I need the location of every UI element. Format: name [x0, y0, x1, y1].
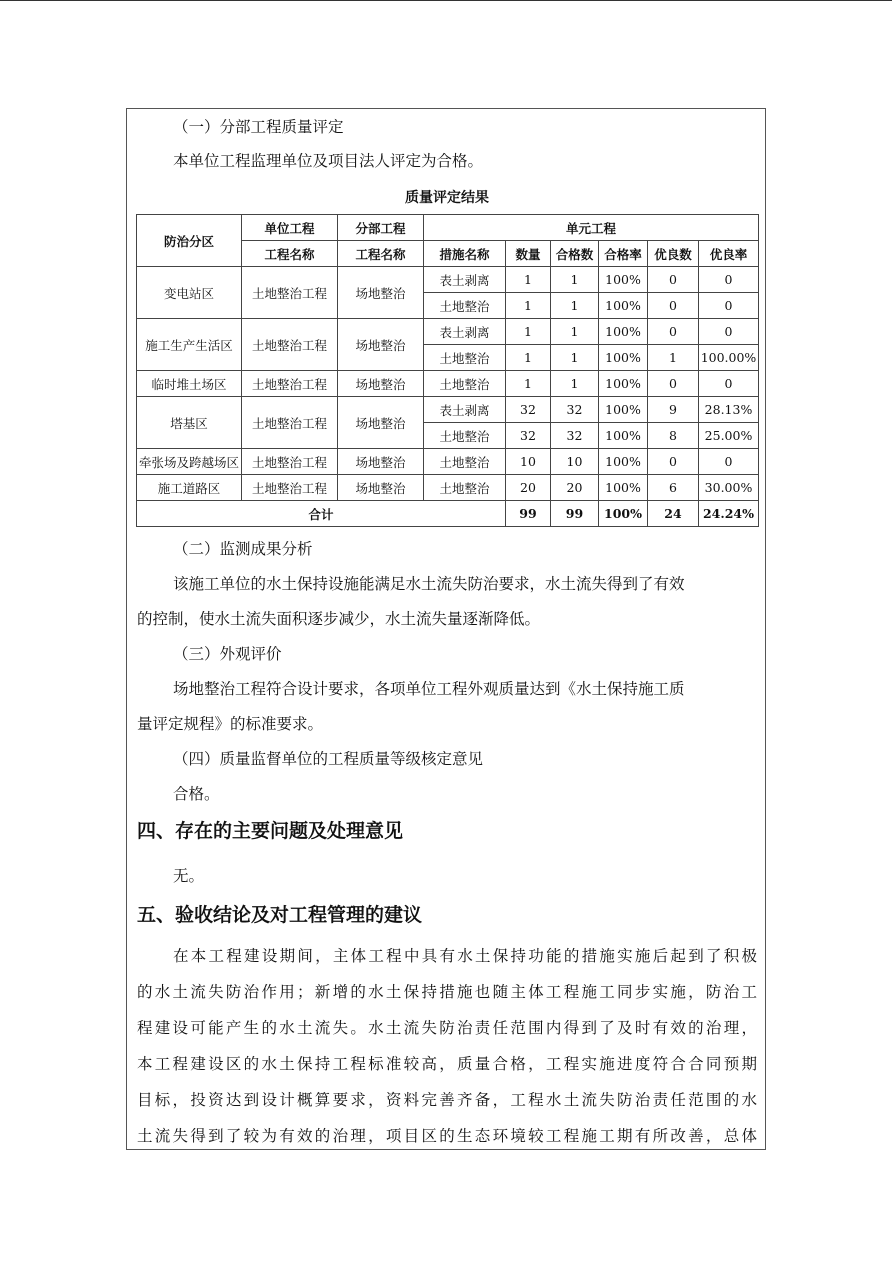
passed-cell: 1 — [551, 319, 599, 345]
excellent-rate-cell: 100.00% — [699, 345, 759, 371]
header-row-1 — [137, 215, 759, 241]
total-excellent-rate-cell: 24.24% — [699, 501, 759, 527]
zone-cell: 牵张场及跨越场区 — [137, 449, 242, 475]
total-excellent-cell: 24 — [648, 501, 699, 527]
excellent-cell: 0 — [648, 371, 699, 397]
passed-cell: 10 — [551, 449, 599, 475]
measure-name-cell: 土地整治 — [424, 423, 506, 449]
header-element: 单元工程 — [424, 215, 759, 241]
table-row — [137, 267, 759, 293]
pass-rate-cell: 100% — [599, 475, 648, 501]
unit-project-cell: 土地整治工程 — [242, 475, 338, 501]
unit-project-cell: 土地整治工程 — [242, 267, 338, 319]
excellent-cell: 0 — [648, 293, 699, 319]
top-rule — [0, 0, 892, 1]
division-cell: 场地整治 — [338, 267, 424, 319]
total-row — [137, 501, 759, 527]
table-row — [137, 397, 759, 423]
header-zone: 防治分区 — [137, 215, 242, 267]
pass-rate-cell: 100% — [599, 319, 648, 345]
passed-cell: 1 — [551, 293, 599, 319]
section-2-line-2: 的控制，使水土流失面积逐步减少，水土流失量逐渐降低。 — [137, 610, 541, 628]
pass-rate-cell: 100% — [599, 449, 648, 475]
measure-name-cell: 表土剥离 — [424, 319, 506, 345]
header-excellent: 优良数 — [648, 241, 699, 267]
zone-cell: 临时堆土场区 — [137, 371, 242, 397]
header-count: 数量 — [506, 241, 551, 267]
measure-name-cell: 土地整治 — [424, 345, 506, 371]
header-excellent-rate: 优良率 — [699, 241, 759, 267]
excellent-rate-cell: 0 — [699, 293, 759, 319]
total-pass-rate-cell: 100% — [599, 501, 648, 527]
table-row — [137, 475, 759, 501]
table-caption: 质量评定结果 — [405, 190, 489, 206]
zone-cell: 变电站区 — [137, 267, 242, 319]
section-3-line-1: 场地整治工程符合设计要求，各项单位工程外观质量达到《水土保持施工质 — [173, 680, 685, 698]
count-cell: 10 — [506, 449, 551, 475]
table-row — [137, 449, 759, 475]
pass-rate-cell: 100% — [599, 345, 648, 371]
excellent-cell: 6 — [648, 475, 699, 501]
excellent-rate-cell: 0 — [699, 319, 759, 345]
pass-rate-cell: 100% — [599, 267, 648, 293]
count-cell: 1 — [506, 345, 551, 371]
count-cell: 1 — [506, 267, 551, 293]
excellent-rate-cell: 28.13% — [699, 397, 759, 423]
unit-project-cell: 土地整治工程 — [242, 371, 338, 397]
passed-cell: 1 — [551, 371, 599, 397]
heading-5-line-3: 程建设可能产生的水土流失。水土流失防治责任范围内得到了及时有效的治理， — [137, 1019, 757, 1037]
count-cell: 20 — [506, 475, 551, 501]
division-cell: 场地整治 — [338, 319, 424, 371]
excellent-cell: 8 — [648, 423, 699, 449]
heading-4: 四、存在的主要问题及处理意见 — [137, 820, 404, 842]
measure-name-cell: 土地整治 — [424, 371, 506, 397]
heading-5-line-6: 土流失得到了较为有效的治理，项目区的生态环境较工程施工期有所改善，总体 — [137, 1127, 757, 1145]
division-cell: 场地整治 — [338, 449, 424, 475]
header-division-name: 工程名称 — [338, 241, 424, 267]
header-passed: 合格数 — [551, 241, 599, 267]
excellent-cell: 0 — [648, 319, 699, 345]
pass-rate-cell: 100% — [599, 371, 648, 397]
excellent-cell: 0 — [648, 267, 699, 293]
passed-cell: 32 — [551, 423, 599, 449]
section-3-line-2: 量评定规程》的标准要求。 — [137, 715, 324, 733]
heading-5-line-4: 本工程建设区的水土保持工程标准较高，质量合格，工程实施进度符合合同预期 — [137, 1055, 757, 1073]
heading-5-line-2: 的水土流失防治作用；新增的水土保持措施也随主体工程施工同步实施，防治工 — [137, 983, 757, 1001]
count-cell: 32 — [506, 423, 551, 449]
zone-cell: 施工道路区 — [137, 475, 242, 501]
zone-cell: 施工生产生活区 — [137, 319, 242, 371]
section-1-title: （一）分部工程质量评定 — [173, 118, 344, 136]
header-unit-project: 单位工程 — [242, 215, 338, 241]
unit-project-cell: 土地整治工程 — [242, 397, 338, 449]
pass-rate-cell: 100% — [599, 423, 648, 449]
excellent-rate-cell: 0 — [699, 449, 759, 475]
excellent-rate-cell: 30.00% — [699, 475, 759, 501]
excellent-rate-cell: 25.00% — [699, 423, 759, 449]
excellent-rate-cell: 0 — [699, 267, 759, 293]
heading-5: 五、验收结论及对工程管理的建议 — [137, 904, 423, 926]
passed-cell: 1 — [551, 345, 599, 371]
header-division: 分部工程 — [338, 215, 424, 241]
unit-project-cell: 土地整治工程 — [242, 319, 338, 371]
table-row — [137, 319, 759, 345]
header-measure-name: 措施名称 — [424, 241, 506, 267]
section-4-text: 合格。 — [173, 785, 220, 803]
count-cell: 1 — [506, 293, 551, 319]
count-cell: 1 — [506, 371, 551, 397]
section-3-title: （三）外观评价 — [173, 645, 282, 663]
section-1-text: 本单位工程监理单位及项目法人评定为合格。 — [173, 152, 484, 170]
excellent-cell: 0 — [648, 449, 699, 475]
count-cell: 32 — [506, 397, 551, 423]
section-2-line-1: 该施工单位的水土保持设施能满足水土流失防治要求，水土流失得到了有效 — [173, 575, 685, 593]
heading-5-line-5: 目标，投资达到设计概算要求，资料完善齐备，工程水土流失防治责任范围的水 — [137, 1091, 757, 1109]
section-2-title: （二）监测成果分析 — [173, 540, 313, 558]
header-unit-project-name: 工程名称 — [242, 241, 338, 267]
section-4-title: （四）质量监督单位的工程质量等级核定意见 — [173, 750, 484, 768]
passed-cell: 1 — [551, 267, 599, 293]
division-cell: 场地整治 — [338, 397, 424, 449]
excellent-cell: 9 — [648, 397, 699, 423]
division-cell: 场地整治 — [338, 371, 424, 397]
heading-5-line-1: 在本工程建设期间，主体工程中具有水土保持功能的措施实施后起到了积极 — [173, 947, 757, 965]
excellent-rate-cell: 0 — [699, 371, 759, 397]
division-cell: 场地整治 — [338, 475, 424, 501]
excellent-cell: 1 — [648, 345, 699, 371]
total-passed-cell: 99 — [551, 501, 599, 527]
pass-rate-cell: 100% — [599, 397, 648, 423]
measure-name-cell: 土地整治 — [424, 475, 506, 501]
passed-cell: 32 — [551, 397, 599, 423]
measure-name-cell: 表土剥离 — [424, 397, 506, 423]
zone-cell: 塔基区 — [137, 397, 242, 449]
passed-cell: 20 — [551, 475, 599, 501]
total-count-cell: 99 — [506, 501, 551, 527]
measure-name-cell: 土地整治 — [424, 449, 506, 475]
unit-project-cell: 土地整治工程 — [242, 449, 338, 475]
total-label: 合计 — [137, 501, 506, 527]
measure-name-cell: 土地整治 — [424, 293, 506, 319]
quality-table — [136, 214, 759, 527]
heading-4-text: 无。 — [173, 867, 205, 885]
header-pass-rate: 合格率 — [599, 241, 648, 267]
document-frame — [126, 108, 766, 1150]
count-cell: 1 — [506, 319, 551, 345]
measure-name-cell: 表土剥离 — [424, 267, 506, 293]
table-row — [137, 371, 759, 397]
pass-rate-cell: 100% — [599, 293, 648, 319]
